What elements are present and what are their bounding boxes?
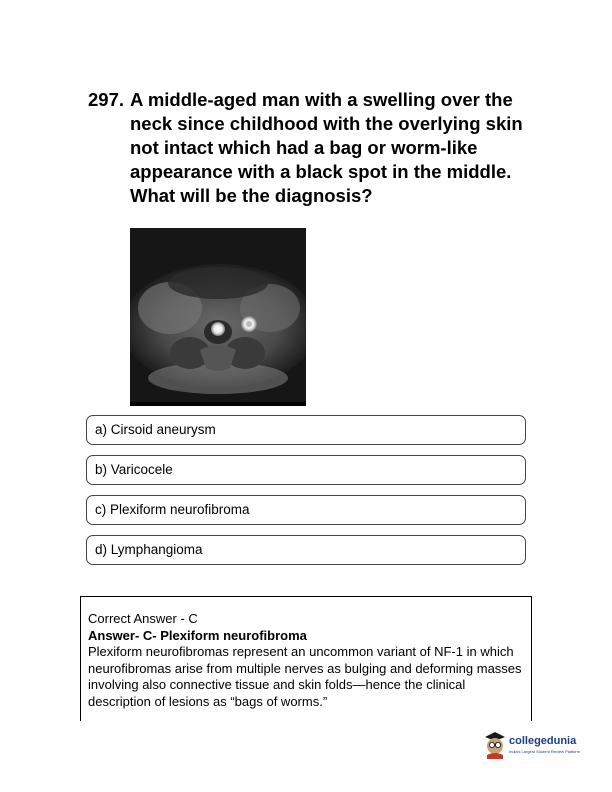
answer-heading: Answer- C- Plexiform neurofibroma: [88, 627, 307, 643]
question-number: 297.: [88, 89, 125, 110]
answer-explanation: Plexiform neurofibromas represent an uncommon variant of NF-1 in which neurofibromas arise from multiple nerves as bulging and deforming masses involving also connective tissue and skin folds—hence the clinical description of lesions as “bags of worms.”: [88, 644, 522, 709]
logo-brand-text: collegedunia: [509, 735, 577, 747]
correct-answer-line: Correct Answer - C: [88, 611, 198, 626]
mri-scan-graphic: [130, 228, 306, 406]
collegedunia-logo: [482, 729, 592, 763]
option-c[interactable]: c) Plexiform neurofibroma: [86, 495, 526, 525]
logo-tagline: India's Largest Student Review Platform: [509, 749, 581, 754]
option-a[interactable]: a) Cirsoid aneurysm: [86, 415, 526, 445]
answer-box: [80, 596, 532, 721]
options-list: [86, 415, 526, 575]
question-text: A middle-aged man with a swelling over the neck since childhood with the overlying skin not intact which had a bag or worm-like appearance with a black spot in the middle. What will be the diagnosis?: [130, 89, 523, 206]
mascot-icon: [482, 729, 508, 759]
option-d[interactable]: d) Lymphangioma: [86, 535, 526, 565]
option-b[interactable]: b) Varicocele: [86, 455, 526, 485]
mri-scan-image: [130, 228, 306, 406]
question-block: [88, 88, 528, 208]
